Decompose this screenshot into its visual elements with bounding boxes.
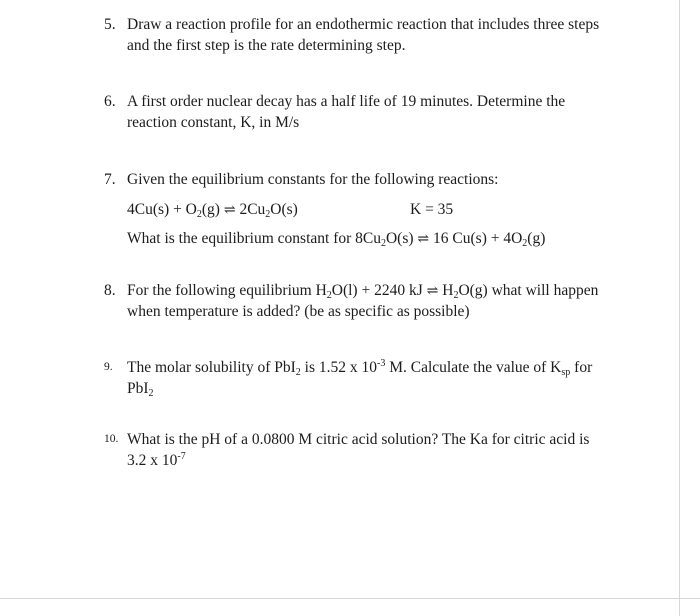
subscript: sp (561, 367, 571, 378)
page-edge-right (679, 0, 680, 616)
equilibrium-arrow-icon: ⇌ (417, 232, 430, 247)
question-text: 3.2 x 10 (127, 452, 178, 469)
question-text-line (127, 280, 598, 302)
question-number: 5. (104, 16, 116, 33)
question-text: (g) (527, 230, 546, 247)
question-text: PbI (127, 380, 149, 397)
question-text: O(g) what will happen (458, 282, 599, 299)
question-text: O(l) + 2240 kJ (331, 282, 427, 299)
subscript: 2 (326, 290, 332, 301)
equilibrium-arrow-icon: ⇌ (426, 284, 439, 299)
question-text-line: reaction constant, K, in M/s (127, 114, 300, 131)
superscript: -7 (177, 451, 186, 462)
equation-text: O(s) (270, 201, 298, 218)
question-text: H (438, 282, 454, 299)
superscript: -3 (376, 358, 386, 369)
subscript: 2 (295, 367, 301, 378)
question-text-line (127, 378, 154, 399)
equation-text: (g) (201, 201, 224, 218)
subscript: 2 (453, 290, 459, 301)
page-edge-bottom (0, 598, 700, 599)
equation-text: 2Cu (235, 201, 266, 218)
question-text-line: A first order nuclear decay has a half life of 19 minutes. Determine the (127, 93, 566, 110)
question-text: O(s) (385, 230, 418, 247)
equilibrium-constant: K = 35 (410, 201, 454, 218)
question-number: 9. (104, 361, 113, 373)
question-intro: Given the equilibrium constants for the following reactions: (127, 171, 499, 188)
question-number: 8. (104, 282, 116, 299)
equilibrium-arrow-icon: ⇌ (223, 203, 236, 218)
question-text: M. Calculate the value of K (385, 359, 562, 376)
question-text-line (127, 450, 186, 471)
equation-text: 4Cu(s) + O (127, 201, 197, 218)
subscript: 2 (265, 209, 271, 220)
question-text: The molar solubility of PbI (127, 359, 296, 376)
question-text-line (127, 357, 592, 378)
question-text: For the following equilibrium H (127, 282, 327, 299)
question-text: What is the equilibrium constant for 8Cu (127, 230, 381, 247)
question-text-line: Draw a reaction profile for an endothermic reaction that includes three steps (127, 16, 600, 33)
question-number: 7. (104, 171, 116, 188)
question-text-line (127, 228, 545, 250)
question-text: for (570, 359, 593, 376)
question-text-line: What is the pH of a 0.0800 M citric acid solution? The Ka for citric acid is (127, 431, 590, 448)
question-text: is 1.52 x 10 (300, 359, 377, 376)
reaction-equation (127, 199, 298, 221)
question-number: 10. (104, 433, 119, 445)
question-text-line: when temperature is added? (be as specific as possible) (127, 303, 470, 320)
subscript: 2 (522, 238, 528, 249)
question-number: 6. (104, 93, 116, 110)
question-text: 16 Cu(s) + 4O (429, 230, 523, 247)
subscript: 2 (148, 388, 154, 399)
subscript: 2 (380, 238, 386, 249)
question-text-line: and the first step is the rate determining step. (127, 37, 406, 54)
subscript: 2 (196, 209, 202, 220)
